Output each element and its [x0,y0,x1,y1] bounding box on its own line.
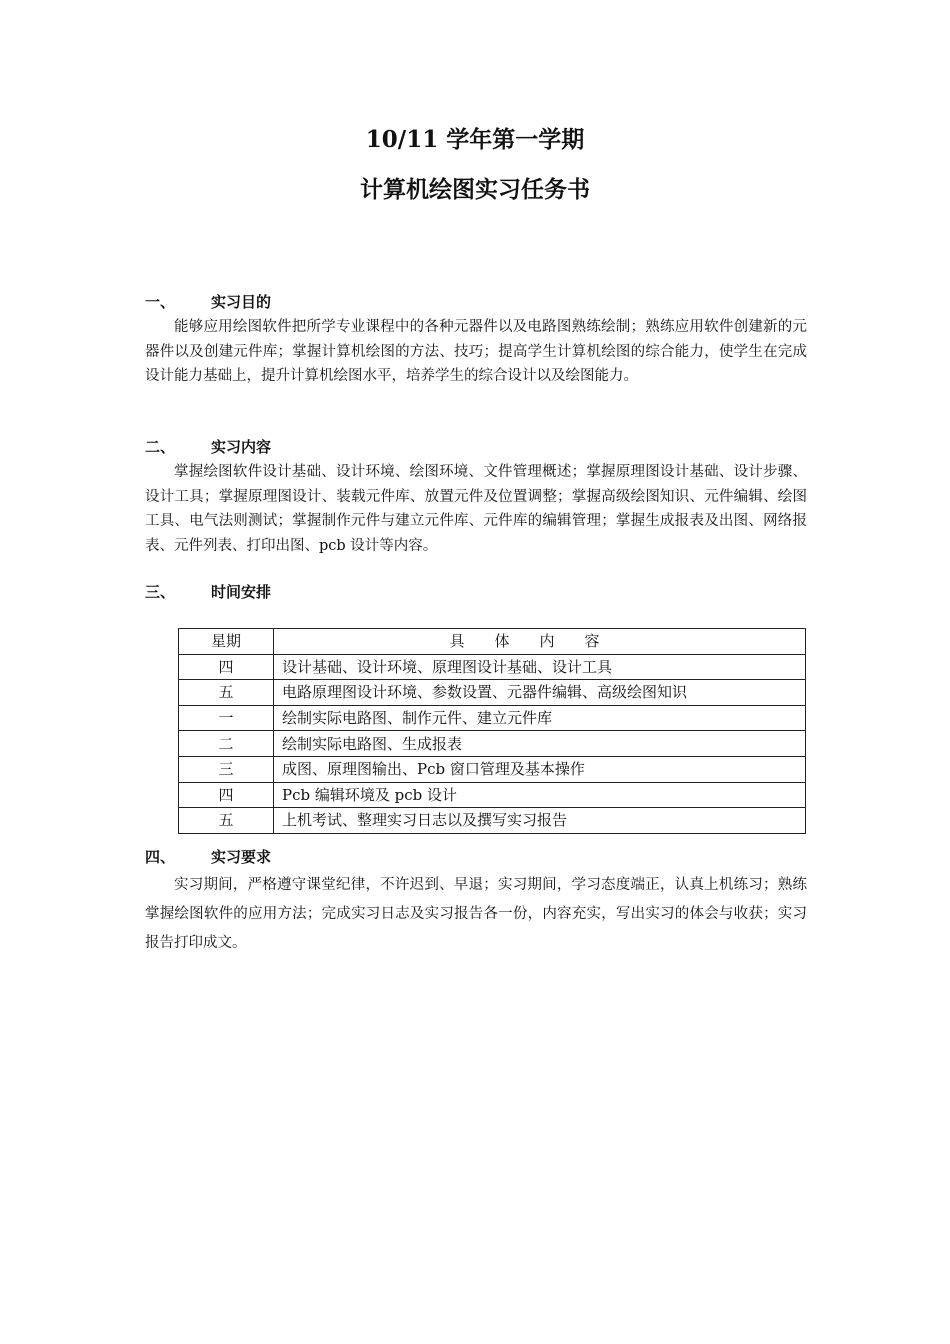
cell-content: Pcb 编辑环境及 pcb 设计 [274,782,806,808]
section-number: 三、 [145,583,176,601]
schedule-table [178,628,806,834]
table-row [179,680,806,706]
section-heading-content [145,437,271,457]
section-body-content: 掌握绘图软件设计基础、设计环境、绘图环境、文件管理概述；掌握原理图设计基础、设计步骤、设计工具；掌握原理图设计、装载元件库、放置元件及位置调整；掌握高级绘图知识、元件编辑、绘图工具、电气法则测试；掌握制作元件与建立元件库、元件库的编辑管理；掌握生成报表及出图、网络报表、元件列表、打印出图、pcb 设计等内容。 [145,464,807,554]
table-row [179,705,806,731]
section-number: 二、 [145,438,176,456]
section-body-requirements: 实习期间，严格遵守课堂纪律，不许迟到、早退；实习期间，学习态度端正，认真上机练习；熟练掌握绘图软件的应用方法；完成实习日志及实习报告各一份，内容充实，写出实习的体会与收获；实习报告打印成文。 [145,877,807,951]
table-row [179,808,806,834]
cell-content: 设计基础、设计环境、原理图设计基础、设计工具 [274,654,806,680]
cell-day: 四 [179,782,274,808]
table-header-row [179,629,806,655]
cell-day: 三 [179,756,274,782]
cell-content: 成图、原理图输出、Pcb 窗口管理及基本操作 [274,756,806,782]
table-row [179,756,806,782]
document-title-term: 10/11 学年第一学期 [365,126,585,153]
section-number: 一、 [145,293,176,311]
cell-content: 电路原理图设计环境、参数设置、元器件编辑、高级绘图知识 [274,680,806,706]
header-day: 星期 [179,629,274,655]
table-row [179,782,806,808]
section-body-purpose: 能够应用绘图软件把所学专业课程中的各种元器件以及电路图熟练绘制；熟练应用软件创建新的元器件以及创建元件库；掌握计算机绘图的方法、技巧；提高学生计算机绘图的综合能力，使学生在完成设计能力基础上，提升计算机绘图水平，培养学生的综合设计以及绘图能力。 [145,319,807,384]
header-content: 具体内容 [274,629,806,655]
cell-day: 五 [179,808,274,834]
cell-day: 五 [179,680,274,706]
cell-day: 四 [179,654,274,680]
table-row [179,731,806,757]
section-heading-schedule [145,582,271,602]
section-heading-requirements [145,847,271,867]
section-title: 实习内容 [211,438,272,456]
cell-day: 二 [179,731,274,757]
cell-content: 上机考试、整理实习日志以及撰写实习报告 [274,808,806,834]
section-title: 实习目的 [211,293,272,311]
section-heading-purpose [145,292,271,312]
section-title: 时间安排 [211,583,272,601]
cell-content: 绘制实际电路图、制作元件、建立元件库 [274,705,806,731]
cell-day: 一 [179,705,274,731]
document-title-main: 计算机绘图实习任务书 [360,176,590,203]
section-title: 实习要求 [211,848,272,866]
cell-content: 绘制实际电路图、生成报表 [274,731,806,757]
section-number: 四、 [145,848,176,866]
table-row [179,654,806,680]
